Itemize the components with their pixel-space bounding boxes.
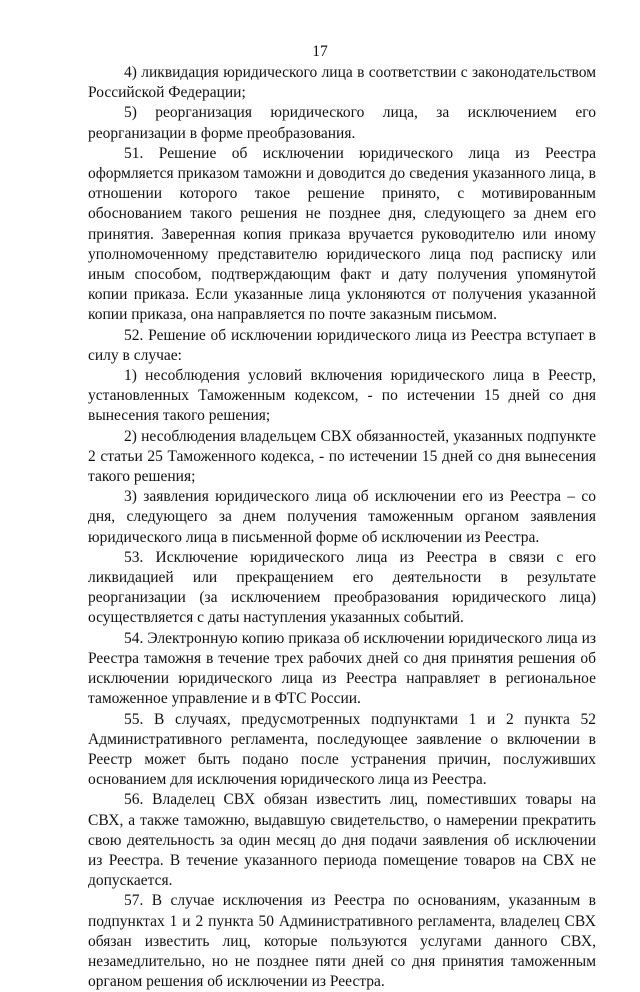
paragraph-56: 56. Владелец СВХ обязан известить лиц, поместивших товары на СВХ, а также таможню, выдавшую свидетельство, о намерении прекратить свою деятельность за один месяц до дня подачи заявления об исключении из Реестра. В течение указанного периода помещение товаров на СВХ не допускается.	[88, 791, 596, 890]
paragraph-subitem-5: 5) реорганизация юридического лица, за исключением его реорганизации в форме преобразования.	[88, 104, 596, 142]
paragraph-54: 54. Электронную копию приказа об исключении юридического лица из Реестра таможня в течение трех рабочих дней со дня принятия решения об исключении юридического лица из Реестра направляет в региональное таможенное управление и в ФТС России.	[88, 629, 596, 708]
paragraph-52-subitem-1: 1) несоблюдения условий включения юридического лица в Реестр, установленных Таможенным кодексом, - по истечении 15 дней со дня вынесения такого решения;	[88, 367, 596, 425]
paragraph-57: 57. В случае исключения из Реестра по основаниям, указанным в подпунктах 1 и 2 пункта 50 Административного регламента, владелец СВХ обязан известить лиц, которые пользуются услугами данного СВХ, незамедлительно, но не позднее пяти дней со дня принятия таможенным органом решения об исключении из Реестра.	[88, 892, 596, 991]
paragraph-52-subitem-2: 2) несоблюдения владельцем СВХ обязанностей, указанных подпункте 2 статьи 25 Таможенного кодекса, - по истечении 15 дней со дня вынесения такого решения;	[88, 427, 596, 486]
paragraph-55: 55. В случаях, предусмотренных подпунктами 1 и 2 пункта 52 Административного регламента, последующее заявление о включении в Реестр может быть подано после устранения причин, послуживших основанием для исключения юридического лица из Реестра.	[88, 710, 596, 789]
page-number: 17	[312, 43, 328, 60]
paragraph-53: 53. Исключение юридического лица из Реестра в связи с его ликвидацией или прекращением его деятельности в результате реорганизации (за исключением преобразования юридического лица) осуществляется с даты наступления указанных событий.	[88, 548, 596, 627]
paragraph-52-subitem-3: 3) заявления юридического лица об исключении его из Реестра – со дня, следующего за днем получения таможенным органом заявления юридического лица в письменной форме об исключении из Реестра.	[88, 488, 596, 546]
paragraph-subitem-4: 4) ликвидация юридического лица в соответствии с законодательством Российской Федерации;	[88, 64, 596, 102]
paragraph-51: 51. Решение об исключении юридического лица из Реестра оформляется приказом таможни и доводится до сведения указанного лица, в отношении которого такое решение принято, с мотивированным обоснованием такого решения не позднее дня, следующего за днем его принятия. Заверенная копия приказа вручается руководителю или иному уполномоченному представителю юридического лица под расписку или иным способом, подтверждающим факт и дату получения упомянутой копии приказа. Если указанные лица уклоняются от получения указанной копии приказа, она направляется по почте заказным письмом.	[88, 144, 596, 324]
paragraph-52: 52. Решение об исключении юридического лица из Реестра вступает в силу в случае:	[88, 326, 596, 364]
document-body	[88, 63, 596, 992]
